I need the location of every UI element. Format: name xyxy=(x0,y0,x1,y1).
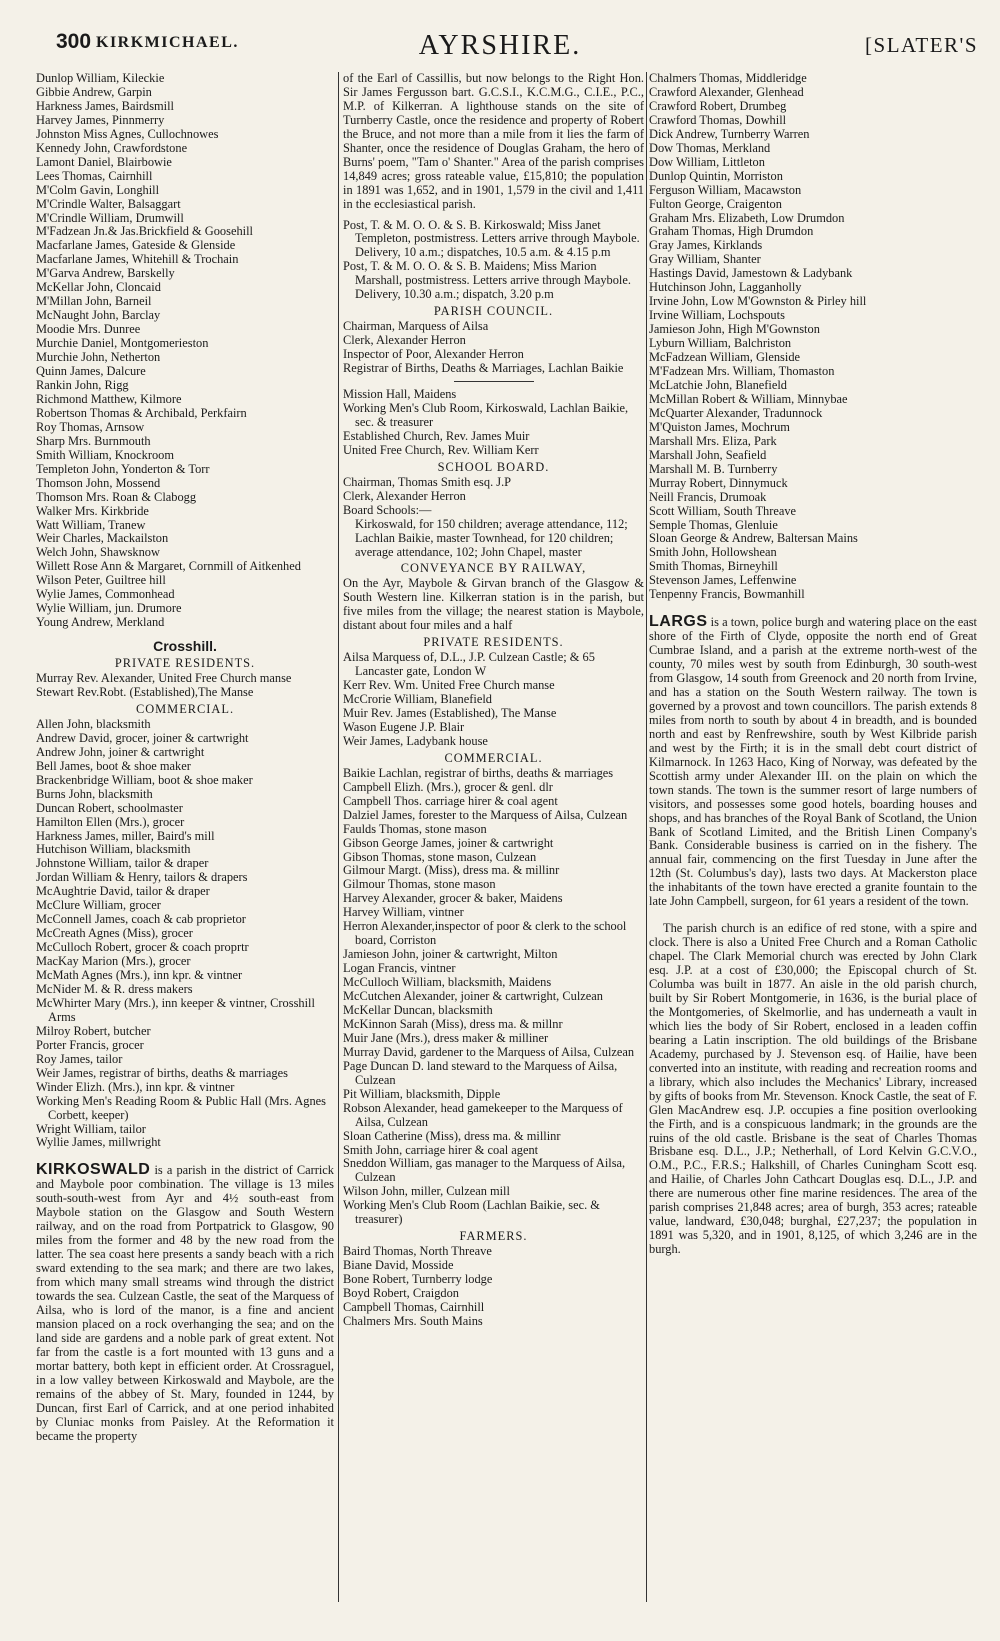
list-item: Dalziel James, forester to the Marquess of Ailsa, Culzean xyxy=(343,807,628,822)
list-item: Irvine William, Lochspouts xyxy=(649,308,785,323)
kirkoswald-description-continued: of the Earl of Cassillis, but now belongs to the Right Hon. Sir James Fergusson bart. G.C.S.I., K.C.M.G., C.I.E., P.C., M.P. of Kilkerran. A lighthouse stands on the site of Turnberry Castle, once the residence and property of Robert the Bruce, and not more than a mile from it lies the farm of Shanter, once the residence of Douglas Graham, the hero of Burns' poem, "Tam o' Shanter." Area of the parish comprises 14,849 acres; gross rateable value, £15,810; the population in 1891 was 1,652, and in 1901, 1,579 in the civil and 1,411 in the ecclesiastical parish. xyxy=(343,72,644,211)
list-item: Lyburn William, Balchriston xyxy=(649,336,792,351)
list-item: Hamilton Ellen (Mrs.), grocer xyxy=(36,814,185,829)
crosshill-commercial-list xyxy=(36,718,334,1151)
list-item: Logan Francis, vintner xyxy=(343,961,456,976)
list-item: Porter Francis, grocer xyxy=(36,1037,144,1052)
list-item: Wright William, tailor xyxy=(36,1121,146,1136)
list-item: Macfarlane James, Gateside & Glenside xyxy=(36,238,236,253)
list-item: Crawford Thomas, Dowhill xyxy=(649,112,787,127)
farmers-list-continued xyxy=(36,72,334,630)
school-board-heading: SCHOOL BOARD. xyxy=(437,459,550,474)
list-item: Biane David, Mosside xyxy=(343,1258,454,1273)
list-item: McNaught John, Barclay xyxy=(36,308,161,323)
list-item: Thomson Mrs. Roan & Clabogg xyxy=(36,489,197,504)
list-item: Chairman, Marquess of Ailsa xyxy=(343,319,489,334)
list-item: Welch John, Shawsknow xyxy=(36,545,160,560)
list-item: United Free Church, Rev. William Kerr xyxy=(343,442,539,457)
kirkoswald-text: is a parish in the district of Carrick and Maybole poor combination. The village is 13 miles south-south-west from Ayr and 4½ south-east from Maybole station on the Glasgow and South Western railway, and on the road from Portpatrick to Glasgow, 90 miles from the former and 48 by the new road from the latter. The sea coast here presents a sandy beach with a rich sward extending to the sea mark; and there are two lakes, from which many small streams wind through the district towards the sea. Culzean Castle, the seat of the Marquess of Ailsa, who is lord of the manor, is a fine and ancient mansion placed on a rock overhanging the sea; and on the land side are gardens and a noble park of great extent. Not far from the castle is a fort mounted with 13 guns and a mortar battery, both kept in efficient order. At Crossraguel, in a low valley between Kirkoswald and Maybole, are the remains of the abbey of St. Mary, founded in 1244, by Duncan, first Earl of Carrick, and at one period inhabited by Cluniac monks from Paisley. At the Reformation it became the property xyxy=(36,1163,334,1443)
column-rule-right xyxy=(646,72,647,1602)
list-item: Registrar of Births, Deaths & Marriages, Lachlan Baikie xyxy=(343,361,624,376)
list-item: Harkness James, Bairdsmill xyxy=(36,98,174,113)
list-item: Harvey Alexander, grocer & baker, Maidens xyxy=(343,891,563,906)
list-item: Moodie Mrs. Dunree xyxy=(36,322,141,337)
county-title: AYRSHIRE. xyxy=(418,30,582,61)
list-item: Chalmers Mrs. South Mains xyxy=(343,1313,483,1328)
list-item: Stevenson James, Leffenwine xyxy=(649,573,797,588)
list-item: Hutchinson John, Lagganholly xyxy=(649,280,802,295)
list-item: Wilson John, miller, Culzean mill xyxy=(343,1184,510,1199)
list-item: Lees Thomas, Cairnhill xyxy=(36,168,153,183)
list-item: M'Millan John, Barneil xyxy=(36,294,152,309)
railway-text: On the Ayr, Maybole & Girvan branch of the Glasgow & South Western line. Kilkerran station is in the parish, but five miles from the village; the nearest station is Maybole, distant about four miles and a half xyxy=(343,576,644,633)
list-item: Wyllie James, millwright xyxy=(36,1135,161,1150)
largs-text: is a town, police burgh and watering place on the east shore of the Firth of Clyde, opposite the north end of Great Cumbrae Island, and a parish at the extreme north-west of the county, 70 miles west by south from Edinburgh, 30 south-west from Glasgow, 14 south from Greenock and 20 north from Irvine, and has a station on the South Western railway. The town is governed by a provost and town councillors. The parish extends 8 miles from north to south by about 4 in breadth, and is bounded north and east by Renfrewshire, south by West Kilbride parish and west by the Firth; it is in the small debt court district of Kilmarnock. In 1263 Haco, King of Norway, was defeated by the Scottish army under Alexander III. on the plain on which the town stands. The town is the summer resort of large numbers of visitors, and possesses some good hotels, boarding houses and shops, and has branches of the Royal Bank of Scotland, the Union Bank of Scotland Limited, and the British Linen Company's Bank. Considerable business is carried on in the fishery. The annual fair, commencing on the first Tuesday in June after the 12th (St. Columbus's day), lasts two days. At Mackerston place the inhabitants of the town have erected a granite fountain to the late John Campbell, surgeon, for 61 years a resident of the town. xyxy=(649,615,977,909)
list-item: M'Fadzean Mrs. William, Thomaston xyxy=(649,364,835,379)
publisher-mark: [SLATER'S xyxy=(865,33,978,57)
list-item: Gibbie Andrew, Garpin xyxy=(36,84,152,99)
list-item: Marshall M. B. Turnberry xyxy=(649,461,778,476)
list-item: Baird Thomas, North Threave xyxy=(343,1244,492,1259)
list-item: Campbell Thos. carriage hirer & coal agent xyxy=(343,793,558,808)
list-item: Smith William, Knockroom xyxy=(36,447,174,462)
kirkoswald-private-heading: PRIVATE RESIDENTS. xyxy=(423,635,564,650)
list-item: Young Andrew, Merkland xyxy=(36,615,165,630)
kirkoswald-farmers-continued xyxy=(649,72,977,602)
list-item: McWhirter Mary (Mrs.), inn keeper & vintner, Crosshill Arms xyxy=(36,995,315,1024)
list-item: Sharp Mrs. Burnmouth xyxy=(36,433,151,448)
list-item: Campbell Thomas, Cairnhill xyxy=(343,1300,485,1315)
list-item: Weir James, Ladybank house xyxy=(343,733,488,748)
list-item: Board Schools:— xyxy=(343,502,432,517)
list-item: Clerk, Alexander Herron xyxy=(343,488,466,503)
list-item: Johnston Miss Agnes, Cullochnowes xyxy=(36,126,219,141)
list-item: Murchie Daniel, Montgomerieston xyxy=(36,336,209,351)
list-item: Sloan Catherine (Miss), dress ma. & millinr xyxy=(343,1128,561,1143)
list-item: Scott William, South Threave xyxy=(649,503,797,518)
list-item: McQuarter Alexander, Tradunnock xyxy=(649,405,823,420)
board-schools-text: Kirkoswald, for 150 children; average attendance, 112; Lachlan Baikie, master Townhead, for 120 children; average attendance, 102; John Chapel, master xyxy=(355,516,628,559)
list-item: Dick Andrew, Turnberry Warren xyxy=(649,126,810,141)
list-item: Smith Thomas, Birneyhill xyxy=(649,559,778,574)
list-item: Willett Rose Ann & Margaret, Cornmill of Aitkenhed xyxy=(36,559,301,574)
list-item: Crawford Alexander, Glenhead xyxy=(649,84,804,99)
largs-description xyxy=(649,615,977,909)
list-item: Tenpenny Francis, Bowmanhill xyxy=(649,587,805,602)
school-board-list xyxy=(343,476,644,518)
list-item: Macfarlane James, Whitehill & Trochain xyxy=(36,252,239,267)
list-item: M'Colm Gavin, Longhill xyxy=(36,182,160,197)
list-item: Weir Charles, Mackailston xyxy=(36,531,169,546)
parish-council-heading: PARISH COUNCIL. xyxy=(433,304,554,319)
divider xyxy=(454,381,534,382)
list-item: Marshall Mrs. Eliza, Park xyxy=(649,433,777,448)
list-item: Smith John, carriage hirer & coal agent xyxy=(343,1142,539,1157)
list-item: Andrew David, grocer, joiner & cartwright xyxy=(36,730,249,745)
list-item: Wilson Peter, Guiltree hill xyxy=(36,573,166,588)
railway-heading: CONVEYANCE BY RAILWAY, xyxy=(400,561,587,576)
list-item: Watt William, Tranew xyxy=(36,517,146,532)
crosshill-heading: Crosshill. xyxy=(153,638,217,655)
list-item: Duncan Robert, schoolmaster xyxy=(36,800,183,815)
kirkoswald-farmers-list xyxy=(343,1245,644,1329)
list-item: M'Garva Andrew, Barskelly xyxy=(36,266,175,281)
list-item: Murray David, gardener to the Marquess of Ailsa, Culzean xyxy=(343,1044,635,1059)
list-item: McKinnon Sarah (Miss), dress ma. & millnr xyxy=(343,1016,563,1031)
list-item: Kerr Rev. Wm. United Free Church manse xyxy=(343,678,555,693)
running-place-name: KIRKMICHAEL. xyxy=(96,34,239,51)
list-item: Dunlop Quintin, Morriston xyxy=(649,168,783,183)
list-item: Working Men's Club Room (Lachlan Baikie, sec. & treasurer) xyxy=(343,1198,600,1227)
column-middle xyxy=(343,72,644,1329)
list-item: Hastings David, Jamestown & Ladybank xyxy=(649,266,853,281)
list-item: Gilmour Thomas, stone mason xyxy=(343,877,496,892)
list-item: Fulton George, Craigenton xyxy=(649,196,782,211)
list-item: M'Crindle William, Drumwill xyxy=(36,210,184,225)
list-item: Murchie John, Netherton xyxy=(36,350,161,365)
list-item: Brackenbridge William, boot & shoe maker xyxy=(36,772,253,787)
kirkoswald-commercial-list xyxy=(343,767,644,1227)
list-item: Walker Mrs. Kirkbride xyxy=(36,503,149,518)
list-item: McCrorie William, Blanefield xyxy=(343,692,492,707)
list-item: Working Men's Club Room, Kirkoswald, Lachlan Baikie, sec. & treasurer xyxy=(343,400,629,429)
list-item: MacKay Marion (Mrs.), grocer xyxy=(36,954,191,969)
list-item: Andrew John, joiner & cartwright xyxy=(36,744,205,759)
list-item: Jamieson John, joiner & cartwright, Milton xyxy=(343,947,558,962)
list-item: Rankin John, Rigg xyxy=(36,377,129,392)
list-item: Burns John, blacksmith xyxy=(36,786,153,801)
list-item: Lamont Daniel, Blairbowie xyxy=(36,154,172,169)
list-item: M'Crindle Walter, Balsaggart xyxy=(36,196,181,211)
kirkoswald-name: KIRKOSWALD xyxy=(36,1161,151,1179)
list-item: Hutchison William, blacksmith xyxy=(36,842,191,857)
list-item: Dow Thomas, Merkland xyxy=(649,140,771,155)
list-item: Allen John, blacksmith xyxy=(36,716,151,731)
list-item: Harvey James, Pinnmerry xyxy=(36,112,165,127)
list-item: Clerk, Alexander Herron xyxy=(343,333,466,348)
list-item: Gibson Thomas, stone mason, Culzean xyxy=(343,849,537,864)
largs-description-church: The parish church is an edifice of red stone, with a spire and clock. There is also a United Free Church and a Roman Catholic chapel. The Clark Memorial church was erected by John Clark esq. J.P. at a cost of £30,000; the Episcopal church of St. Columba was built in 1877. An aisle in the old parish church, built by Sir Robert Montgomerie, in 1636, is the burial place of the Montgomeries, of Skelmorlie, and has underneath a vault in which lies the body of Sir Robert, enclosed in a leaden coffin bearing a Latin inscription. The old buildings of the Brisbane Academy, purchased by J. Stevenson esq. of Hailie, have been converted into an institute, with reading and recreation rooms and a library, which also includes the Mechanics' Library, increased by gifts of books from Mr. Stevenson. Knock Castle, the seat of F. Glen MacAndrew esq. J.P. occupies a fine position overlooking the Firth, and is a conspicuous landmark; in the grounds are the ruins of the old castle. Brisbane is the seat of Charles Thomas Brisbane esq. D.L., J.P.; Netherhall, of Lord Kelvin G.C.V.O., O.M., P.C., F.R.S.; Halkshill, of Charles Cuningham Scott esq. and Hailie, of Charles John Cathcart Douglas esq. D.L., J.P. and there are numerous other fine marine residences. The area of the parish comprises 21,848 acres; area of burgh, 353 acres; rateable value, landward, £30,048; burghal, £27,237; the population in 1891 was 5,320, and in 1901, 8,125, of which 3,246 are in the burgh. xyxy=(649,921,977,1257)
list-item: McClure William, grocer xyxy=(36,898,161,913)
list-item: Ferguson William, Macawston xyxy=(649,182,802,197)
list-item: Jamieson John, High M'Gownston xyxy=(649,322,820,337)
crosshill-commercial-heading: COMMERCIAL. xyxy=(135,701,235,716)
list-item: Dunlop William, Kileckie xyxy=(36,72,165,85)
list-item: Neill Francis, Drumoak xyxy=(649,489,767,504)
list-item: Murray Robert, Dinnymuck xyxy=(649,475,788,490)
list-item: Crawford Robert, Drumbeg xyxy=(649,98,787,113)
farmers-heading: FARMERS. xyxy=(459,1229,528,1244)
list-item: McCulloch William, blacksmith, Maidens xyxy=(343,975,552,990)
parish-council-list xyxy=(343,320,644,376)
list-item: Wylie James, Commonhead xyxy=(36,587,175,602)
list-item: Richmond Matthew, Kilmore xyxy=(36,391,182,406)
list-item: Wason Eugene J.P. Blair xyxy=(343,719,465,734)
list-item: McNider M. & R. dress makers xyxy=(36,982,193,996)
list-item: McCreath Agnes (Miss), grocer xyxy=(36,926,193,941)
list-item: Robertson Thomas & Archibald, Perkfairn xyxy=(36,405,247,420)
kirkoswald-private-list xyxy=(343,651,644,749)
list-item: Gibson George James, joiner & cartwright xyxy=(343,835,554,850)
list-item: Roy Thomas, Arnsow xyxy=(36,419,145,434)
list-item: Herron Alexander,inspector of poor & clerk to the school board, Corriston xyxy=(343,919,627,948)
list-item: McMillan Robert & William, Minnybae xyxy=(649,391,848,406)
list-item: Quinn James, Dalcure xyxy=(36,364,146,379)
largs-name: LARGS xyxy=(649,613,708,631)
list-item: Kennedy John, Crawfordstone xyxy=(36,140,188,155)
list-item: Campbell Elizh. (Mrs.), grocer & genl. dlr xyxy=(343,779,553,794)
list-item: M'Quiston James, Mochrum xyxy=(649,419,790,434)
list-item: Semple Thomas, Glenluie xyxy=(649,517,778,532)
list-item: Stewart Rev.Robt. (Established),The Manse xyxy=(36,684,254,699)
kirkoswald-commercial-heading: COMMERCIAL. xyxy=(444,750,543,765)
list-item: Thomson John, Mossend xyxy=(36,475,161,490)
list-item: Johnstone William, tailor & draper xyxy=(36,856,209,871)
column-right xyxy=(649,72,977,1257)
list-item: Roy James, tailor xyxy=(36,1051,123,1066)
list-item: Wylie William, jun. Drumore xyxy=(36,601,182,616)
list-item: Inspector of Poor, Alexander Herron xyxy=(343,347,524,362)
list-item: Page Duncan D. land steward to the Marquess of Ailsa, Culzean xyxy=(343,1058,618,1087)
list-item: Smith John, Hollowshean xyxy=(649,545,777,560)
page-number: 300 xyxy=(56,30,92,53)
list-item: Boyd Robert, Craigdon xyxy=(343,1286,459,1301)
list-item: Templeton John, Yonderton & Torr xyxy=(36,461,210,476)
churches-list xyxy=(343,388,644,458)
list-item: Murray Rev. Alexander, United Free Church manse xyxy=(36,671,292,686)
list-item: Harvey William, vintner xyxy=(343,905,464,920)
list-item: Established Church, Rev. James Muir xyxy=(343,428,530,443)
list-item: McFadzean William, Glenside xyxy=(649,350,801,365)
list-item: Bell James, boot & shoe maker xyxy=(36,758,191,773)
list-item: McAughtrie David, tailor & draper xyxy=(36,884,210,899)
list-item: McCutchen Alexander, joiner & cartwright, Culzean xyxy=(343,989,603,1004)
kirkoswald-description xyxy=(36,1163,334,1443)
list-item: Jordan William & Henry, tailors & drapers xyxy=(36,870,248,885)
list-item: Graham Thomas, High Drumdon xyxy=(649,224,814,239)
list-item: Gilmour Margt. (Miss), dress ma. & millinr xyxy=(343,863,560,878)
crosshill-private-list xyxy=(36,672,334,700)
list-item: Weir James, registrar of births, deaths & marriages xyxy=(36,1065,288,1080)
list-item: Gray William, Shanter xyxy=(649,252,761,267)
list-item: Dow William, Littleton xyxy=(649,154,765,169)
page-header xyxy=(0,30,1000,70)
list-item: McMath Agnes (Mrs.), inn kpr. & vintner xyxy=(36,968,243,983)
list-item: Mission Hall, Maidens xyxy=(343,387,457,402)
list-item: Baikie Lachlan, registrar of births, deaths & marriages xyxy=(343,765,614,780)
list-item: Milroy Robert, butcher xyxy=(36,1023,151,1038)
list-item: Marshall John, Seafield xyxy=(649,447,767,462)
list-item: Irvine John, Low M'Gownston & Pirley hill xyxy=(649,294,867,309)
column-left xyxy=(36,72,334,1444)
list-item: Robson Alexander, head gamekeeper to the Marquess of Ailsa, Culzean xyxy=(343,1100,623,1129)
list-item: Pit William, blacksmith, Dipple xyxy=(343,1086,501,1101)
list-item: Gray James, Kirklands xyxy=(649,238,763,253)
post-office-kirkoswald: Post, T. & M. O. O. & S. B. Kirkoswald; Miss Janet Templeton, postmistress. Letters arrive through Maybole. Delivery, 10 a.m.; dispatches, 10.5 a.m. & 4.15 p.m xyxy=(343,217,640,260)
list-item: McConnell James, coach & cab proprietor xyxy=(36,912,246,927)
list-item: Bone Robert, Turnberry lodge xyxy=(343,1272,493,1287)
list-item: M'Fadzean Jn.& Jas.Brickfield & Goosehill xyxy=(36,224,253,239)
column-rule-left xyxy=(338,72,339,1602)
post-office-maidens: Post, T. & M. O. O. & S. B. Maidens; Miss Marion Marshall, postmistress. Letters arrive through Maybole. Delivery, 10.30 a.m.; dispatch, 3.20 p.m xyxy=(343,259,631,302)
list-item: McLatchie John, Blanefield xyxy=(649,377,787,392)
list-item: Ailsa Marquess of, D.L., J.P. Culzean Castle; & 65 Lancaster gate, London W xyxy=(343,650,595,679)
list-item: Graham Mrs. Elizabeth, Low Drumdon xyxy=(649,210,845,225)
list-item: Sneddon William, gas manager to the Marquess of Ailsa, Culzean xyxy=(343,1156,626,1185)
list-item: Winder Elizh. (Mrs.), inn kpr. & vintner xyxy=(36,1079,235,1094)
list-item: Chairman, Thomas Smith esq. J.P xyxy=(343,474,512,489)
list-item: McKellar John, Cloncaid xyxy=(36,280,161,295)
list-item: Chalmers Thomas, Middleridge xyxy=(649,72,807,85)
list-item: Muir Rev. James (Established), The Manse xyxy=(343,705,557,720)
list-item: Working Men's Reading Room & Public Hall (Mrs. Agnes Corbett, keeper) xyxy=(36,1093,326,1122)
list-item: McKellar Duncan, blacksmith xyxy=(343,1003,493,1017)
list-item: McCulloch Robert, grocer & coach proprtr xyxy=(36,940,249,955)
list-item: Harkness James, miller, Baird's mill xyxy=(36,828,215,843)
list-item: Muir Jane (Mrs.), dress maker & milliner xyxy=(343,1030,549,1045)
list-item: Sloan George & Andrew, Baltersan Mains xyxy=(649,531,858,546)
list-item: Faulds Thomas, stone mason xyxy=(343,821,487,836)
crosshill-private-heading: PRIVATE RESIDENTS. xyxy=(114,656,256,671)
